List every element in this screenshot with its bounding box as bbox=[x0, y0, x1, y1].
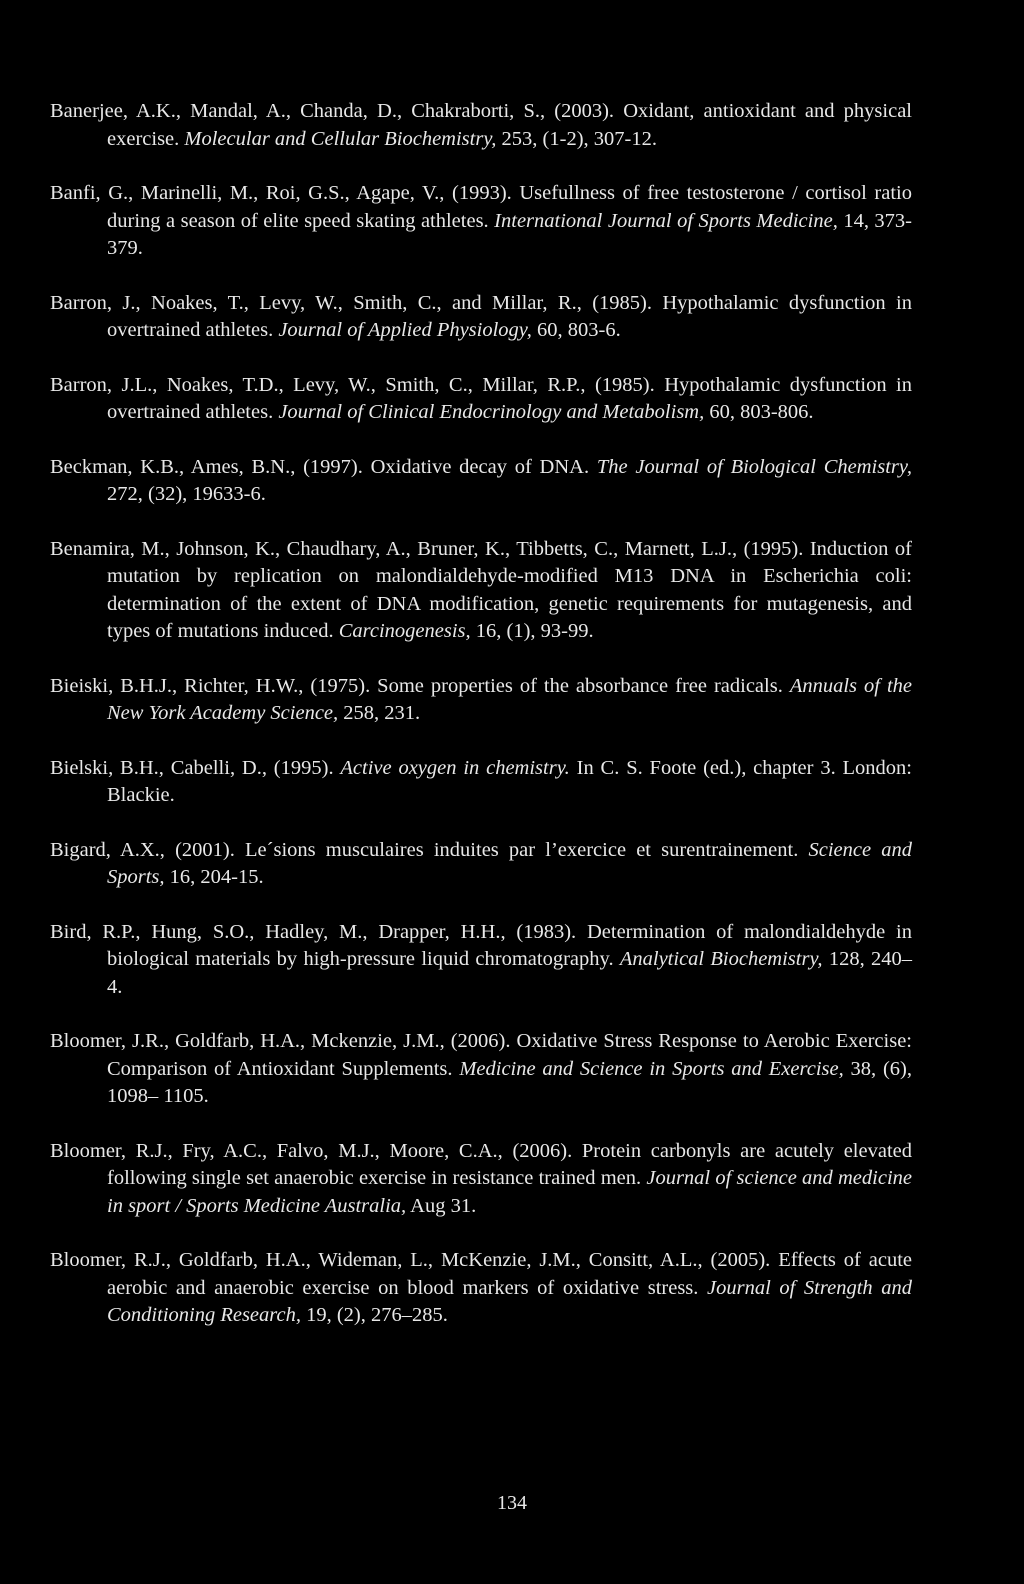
reference-source: Active oxygen in chemistry. bbox=[340, 756, 570, 779]
reference-details: 253, (1-2), 307-12. bbox=[496, 127, 657, 150]
reference-source: Medicine and Science in Sports and Exercise, bbox=[459, 1057, 844, 1080]
reference-authors: Bieiski, B.H.J., Richter, H.W., (1975). Some properties of the absorbance free radicals. bbox=[50, 674, 790, 697]
reference-entry bbox=[50, 1028, 912, 1111]
reference-source: The Journal of Biological Chemistry, bbox=[596, 455, 912, 478]
reference-authors: Beckman, K.B., Ames, B.N., (1997). Oxidative decay of DNA. bbox=[50, 455, 597, 478]
reference-entry bbox=[50, 454, 912, 509]
reference-entry bbox=[50, 180, 912, 263]
reference-entry bbox=[50, 372, 912, 427]
reference-authors: Bielski, B.H., Cabelli, D., (1995). bbox=[50, 756, 341, 779]
reference-entry bbox=[50, 755, 912, 810]
reference-source: Analytical Biochemistry, bbox=[619, 948, 823, 970]
reference-entry bbox=[50, 919, 912, 1002]
page-number: 134 bbox=[497, 1492, 527, 1514]
reference-list bbox=[50, 98, 912, 1357]
reference-details: 16, (1), 93-99. bbox=[470, 620, 594, 642]
reference-entry bbox=[50, 673, 912, 728]
reference-details: 60, 803-806. bbox=[704, 401, 814, 423]
reference-details: 38, (6), 1098– 1105. bbox=[107, 1057, 912, 1107]
reference-details: 272, (32), 19633-6. bbox=[107, 483, 266, 505]
reference-authors: Bloomer, R.J., Fry, A.C., Falvo, M.J., Moore, C.A., (2006). Protein carbonyls are acutely elevated following single set anaerobic exercise in resistance trained men. bbox=[50, 1139, 912, 1189]
reference-authors: Banfi, G., Marinelli, M., Roi, G.S., Agape, V., (1993). Usefullness of free testosterone / cortisol ratio during a season of elite speed skating athletes. bbox=[50, 182, 912, 232]
reference-authors: Barron, J., Noakes, T., Levy, W., Smith, C., and Millar, R., (1985). Hypothalamic dysfunction in overtrained athletes. bbox=[50, 291, 912, 341]
reference-authors: Banerjee, A.K., Mandal, A., Chanda, D., Chakraborti, S., (2003). Oxidant, antioxidant and physical exercise. bbox=[50, 100, 912, 150]
reference-entry bbox=[50, 1138, 912, 1221]
reference-entry bbox=[50, 536, 912, 646]
reference-details: In C. S. Foote (ed.), chapter 3. London: Blackie. bbox=[107, 756, 912, 806]
reference-source: Journal of Applied Physiology, bbox=[278, 319, 532, 341]
reference-source: Annuals of the New York Academy Science, bbox=[107, 674, 912, 724]
reference-authors: Benamira, M., Johnson, K., Chaudhary, A., Bruner, K., Tibbetts, C., Marnett, L.J., (1995). Induction of mutation by replication on malondialdehyde-modified M13 DNA in Escherichia coli: determination of the extent of DNA modification, genetic requirements for mutagenesis, and types of mutations induced. bbox=[50, 537, 912, 642]
reference-source: Science and Sports, bbox=[107, 838, 912, 888]
reference-authors: Bird, R.P., Hung, S.O., Hadley, M., Drapper, H.H., (1983). Determination of malondialdehyde in biological materials by high-pressure liquid chromatography. bbox=[50, 920, 912, 970]
reference-authors: Bigard, A.X., (2001). Le´sions musculaires induites par l’exercice et surentrainement. bbox=[50, 838, 809, 861]
reference-details: Aug 31. bbox=[406, 1194, 477, 1217]
reference-entry bbox=[50, 98, 912, 153]
reference-details: 258, 231. bbox=[338, 702, 421, 724]
reference-source: Molecular and Cellular Biochemistry, bbox=[184, 127, 497, 150]
reference-details: 14, 373-379. bbox=[107, 209, 913, 259]
reference-source: Journal of science and medicine in sport / Sports Medicine Australia, bbox=[107, 1167, 912, 1217]
reference-entry bbox=[50, 290, 912, 345]
reference-source: Carcinogenesis, bbox=[338, 620, 471, 642]
reference-details: 16, 204-15. bbox=[164, 866, 264, 888]
reference-details: 60, 803-6. bbox=[531, 319, 621, 341]
reference-details: 19, (2), 276–285. bbox=[300, 1304, 448, 1326]
reference-source: Journal of Strength and Conditioning Research, bbox=[107, 1276, 912, 1326]
reference-details: 128, 240–4. bbox=[107, 948, 912, 998]
reference-entry bbox=[50, 837, 912, 892]
reference-authors: Bloomer, R.J., Goldfarb, H.A., Wideman, L., McKenzie, J.M., Consitt, A.L., (2005). Effects of acute aerobic and anaerobic exercise on blood markers of oxidative stress. bbox=[50, 1249, 912, 1299]
reference-authors: Barron, J.L., Noakes, T.D., Levy, W., Smith, C., Millar, R.P., (1985). Hypothalamic dysfunction in overtrained athletes. bbox=[50, 373, 912, 423]
reference-source: International Journal of Sports Medicine, bbox=[494, 209, 838, 232]
reference-entry bbox=[50, 1247, 912, 1330]
reference-authors: Bloomer, J.R., Goldfarb, H.A., Mckenzie, J.M., (2006). Oxidative Stress Response to Aerobic Exercise: Comparison of Antioxidant Supplements. bbox=[50, 1030, 912, 1080]
reference-source: Journal of Clinical Endocrinology and Metabolism, bbox=[278, 401, 705, 423]
